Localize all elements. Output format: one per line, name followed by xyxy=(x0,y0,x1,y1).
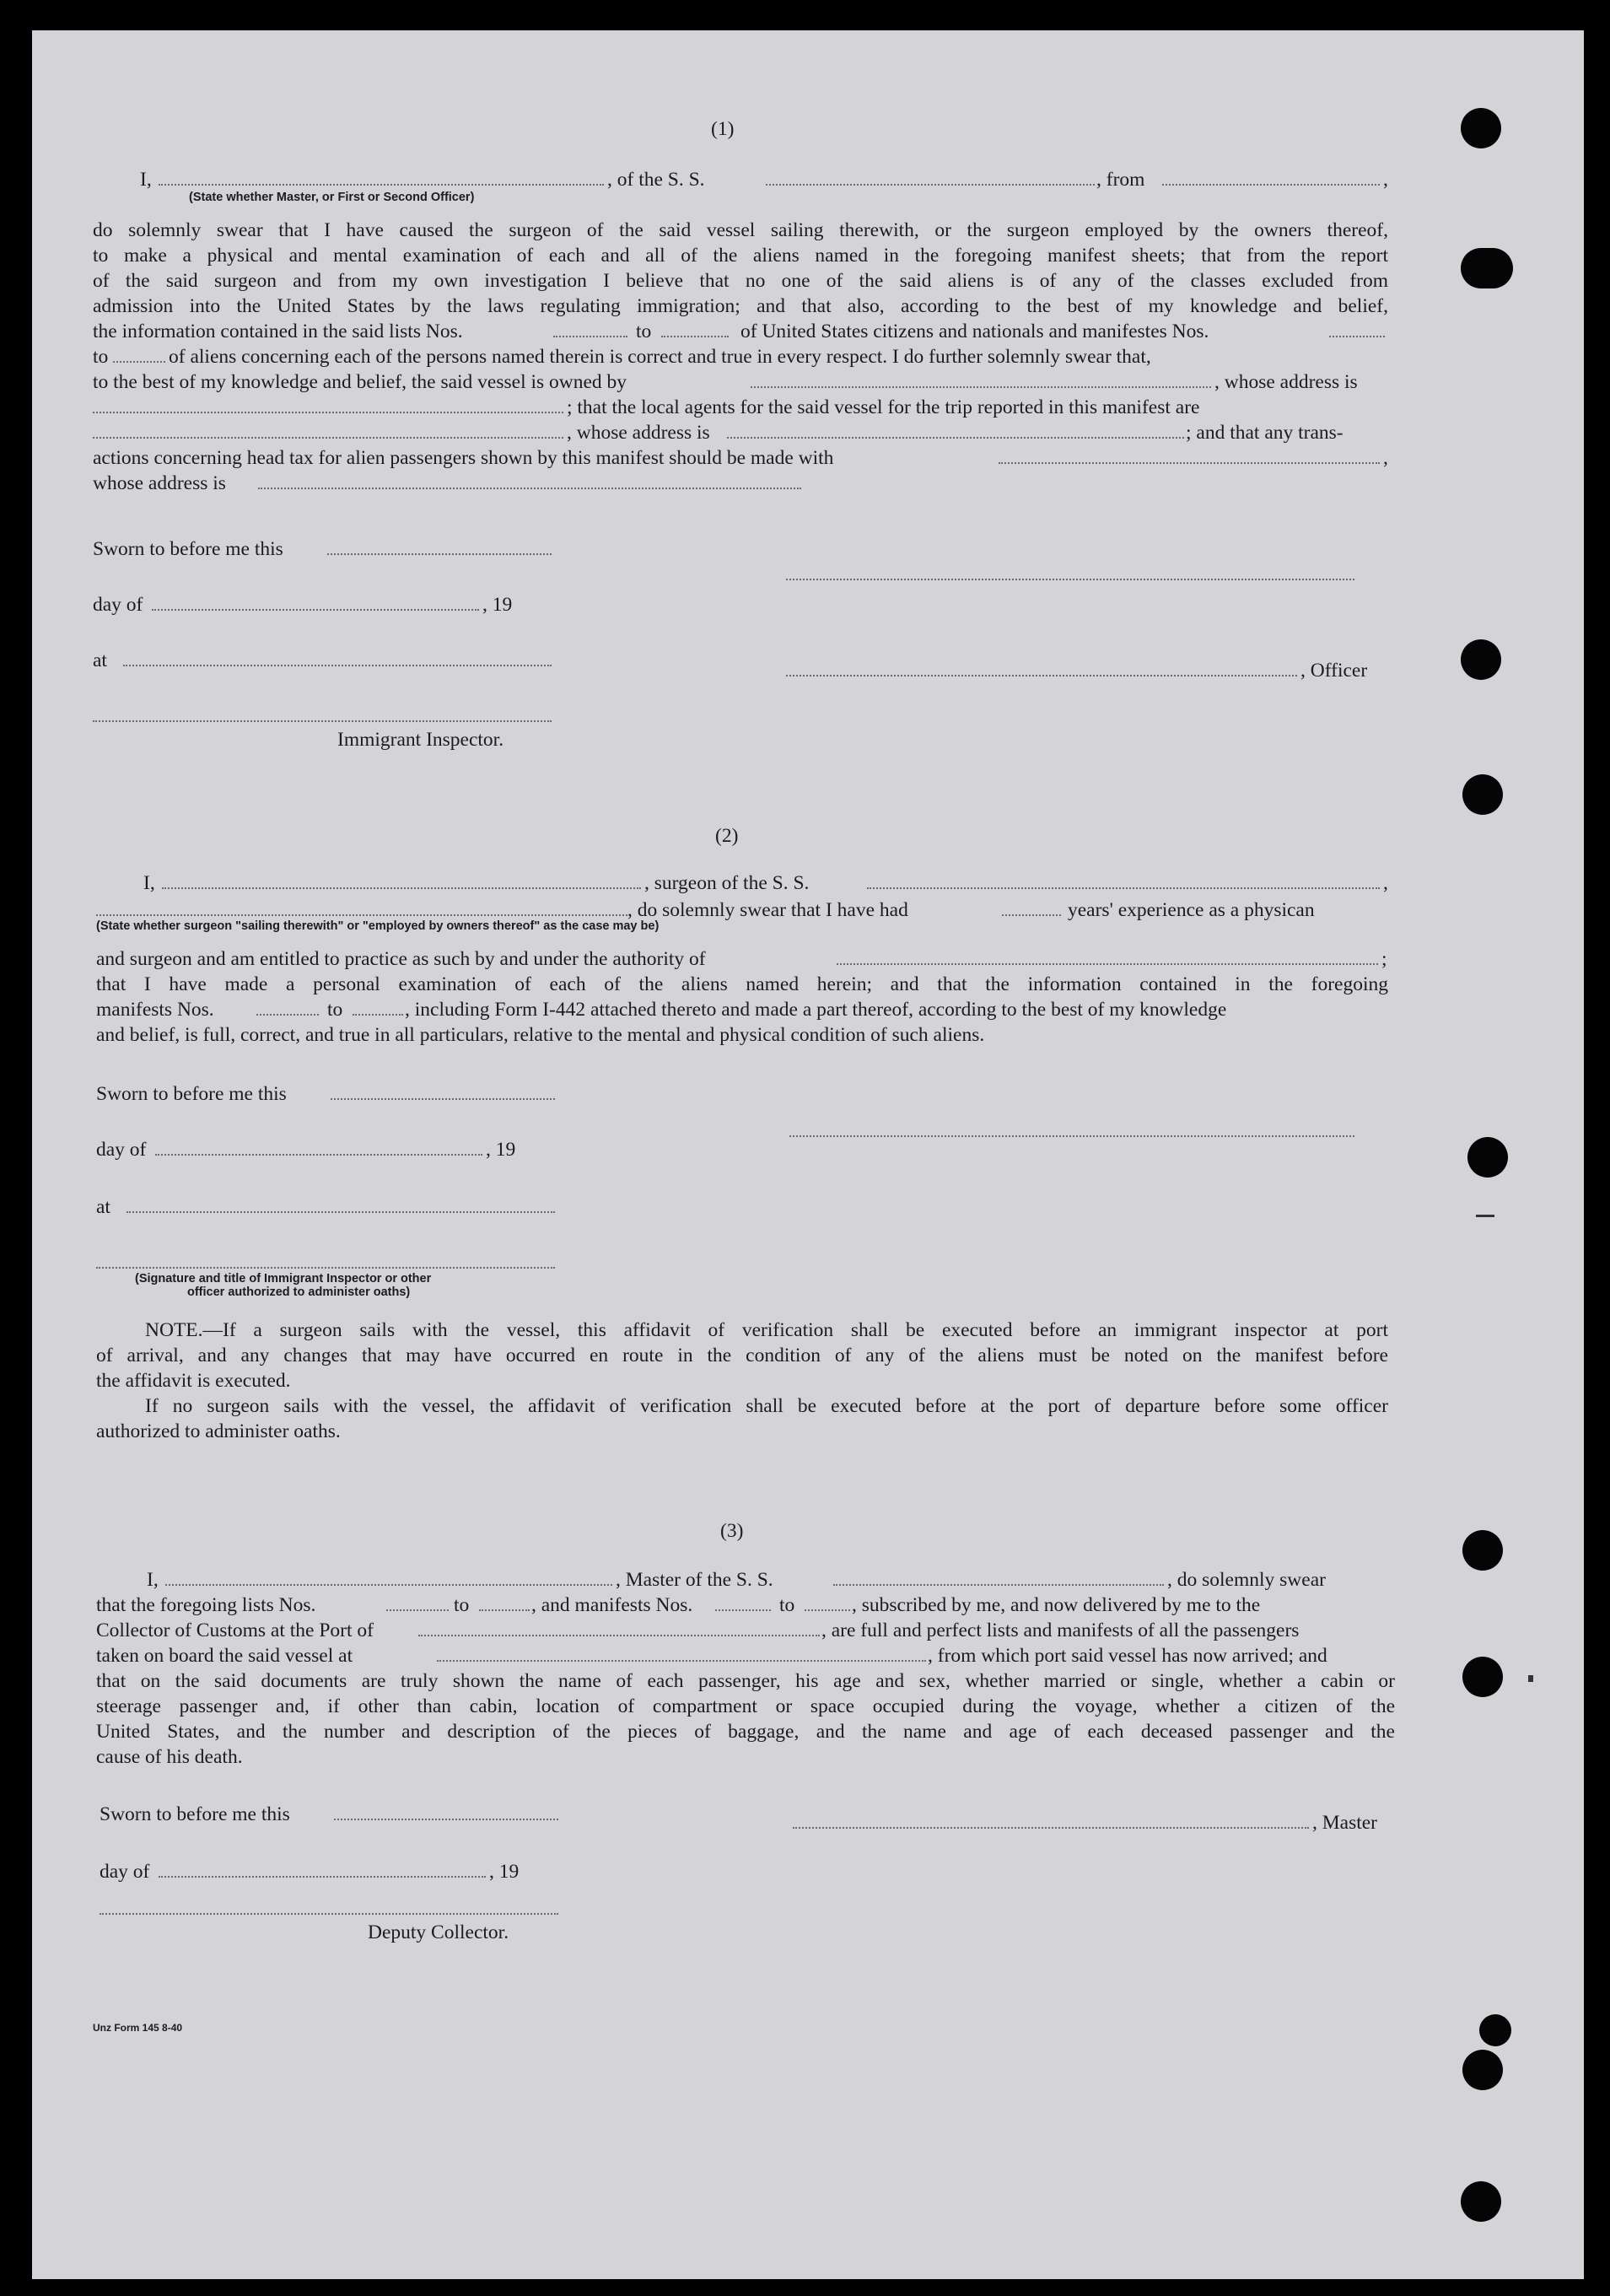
owner-address-field[interactable] xyxy=(93,412,563,413)
oath-text-fragment: , do solemnly swear that I have had xyxy=(627,899,908,921)
officer-title-field[interactable] xyxy=(786,675,1297,676)
collector-label: Deputy Collector. xyxy=(368,1921,509,1943)
oath-text-line: cause of his death. xyxy=(96,1746,243,1768)
note-text-line: authorized to administer oaths. xyxy=(96,1420,341,1442)
customs-port-field[interactable] xyxy=(418,1635,820,1636)
punch-hole xyxy=(1461,639,1501,680)
inspector-signature-field[interactable] xyxy=(93,720,552,722)
oath-text-fragment: of United States citizens and nationals and manifestes Nos. xyxy=(740,321,1209,342)
manifest-to-field[interactable] xyxy=(113,361,165,363)
year-label: , 19 xyxy=(489,1861,520,1883)
day-of-label: day of xyxy=(93,594,143,616)
oath-text-fragment: , including Form I-442 attached thereto and made a part thereof, according to the best of my knowledge xyxy=(405,999,1227,1021)
year-label: , 19 xyxy=(482,594,513,616)
section-3-heading: (3) xyxy=(720,1520,744,1542)
sworn-day-field[interactable] xyxy=(331,1098,555,1100)
master-label: , Master xyxy=(1312,1812,1378,1834)
surgeon-manifest-from-field[interactable] xyxy=(256,1014,319,1016)
section-1-heading: (1) xyxy=(711,118,735,140)
boarding-port-field[interactable] xyxy=(437,1660,926,1662)
oath-text-line: that I have made a personal examination of each of the aliens named herein; and that the information contained in the foregoing xyxy=(96,973,1388,995)
officer-rank-note: (State whether Master, or First or Second Officer) xyxy=(189,191,475,204)
at-label: at xyxy=(93,649,107,671)
oath-text-fragment: , do solemnly swear xyxy=(1167,1569,1326,1591)
from-label: , from xyxy=(1096,169,1145,191)
sworn-place-field[interactable] xyxy=(123,665,552,666)
sworn-day-field[interactable] xyxy=(334,1819,558,1820)
punch-hole xyxy=(1461,108,1501,148)
oath-text-fragment: whose address is xyxy=(93,472,226,494)
sworn-place-field[interactable] xyxy=(127,1211,555,1213)
oath-text-fragment: , are full and perfect lists and manifests of all the passengers xyxy=(821,1620,1300,1641)
section-2-heading: (2) xyxy=(715,825,739,847)
oath-text-fragment: actions concerning head tax for alien passengers shown by this manifest should be made with xyxy=(93,447,834,469)
oath-text-fragment: to xyxy=(327,999,343,1021)
sworn-label: Sworn to before me this xyxy=(96,1083,287,1105)
punch-hole xyxy=(1461,2181,1501,2222)
oath-text-line: steerage passenger and, if other than cabin, location of compartment or space occupied during the voyage, whether a citizen of the xyxy=(96,1695,1395,1717)
oath-text-line: and belief, is full, correct, and true in all particulars, relative to the mental and physical condition of such aliens. xyxy=(96,1024,985,1046)
manifest-affidavit-page xyxy=(32,30,1584,2279)
licensing-authority-field[interactable] xyxy=(837,963,1378,965)
oath-text-fragment: and surgeon and am entitled to practice as such by and under the authority of xyxy=(96,948,706,970)
collector-signature-field[interactable] xyxy=(100,1913,558,1915)
vessel-name-field[interactable] xyxy=(766,184,1095,186)
scan-mark xyxy=(1476,1215,1494,1217)
oath-text-fragment: to xyxy=(779,1594,795,1616)
oath-text-fragment: ; xyxy=(1381,948,1387,970)
oath-pronoun: I, xyxy=(140,169,152,191)
oath-text-line: admission into the United States by the laws regulating immigration; and that also, according to the best of my knowledge and belief, xyxy=(93,295,1388,317)
officer-signature-field[interactable] xyxy=(786,579,1354,580)
surgeon-of-label: , surgeon of the S. S. xyxy=(644,872,810,894)
note-text-line: If no surgeon sails with the vessel, the affidavit of verification shall be executed before at the port of departure before some officer xyxy=(145,1395,1388,1417)
punch-hole xyxy=(1462,2050,1503,2090)
oath-text-fragment: that the foregoing lists Nos. xyxy=(96,1594,316,1616)
manifest-from-field[interactable] xyxy=(1329,336,1385,337)
oath-text-fragment: to xyxy=(93,346,109,368)
form-number: Unz Form 145 8-40 xyxy=(93,2022,183,2034)
oath-text-fragment: ; and that any trans- xyxy=(1186,422,1343,444)
departure-port-field[interactable] xyxy=(1162,184,1380,186)
oath-text-line: of the said surgeon and from my own investigation I believe that no one of the said aliens is of any of the classes excluded from xyxy=(93,270,1388,292)
oath-text-fragment: , xyxy=(1383,447,1388,469)
punch-hole xyxy=(1462,1657,1503,1697)
oath-text-line: to make a physical and mental examination of each and all of the aliens named in the foregoing manifest sheets; that from the report xyxy=(93,245,1388,267)
oath-text-fragment: , whose address is xyxy=(1214,371,1358,393)
officer-name-field[interactable] xyxy=(159,184,604,186)
inspector-label: Immigrant Inspector. xyxy=(337,729,504,751)
oath-text-fragment: to the best of my knowledge and belief, the said vessel is owned by xyxy=(93,371,627,393)
oath-text-fragment: , xyxy=(1383,872,1388,894)
note-text-line: the affidavit is executed. xyxy=(96,1370,291,1392)
oath-text-line: do solemnly swear that I have caused the surgeon of the said vessel sailing therewith, or the surgeon employed by the owners thereof, xyxy=(93,219,1388,241)
day-of-label: day of xyxy=(100,1861,150,1883)
punch-hole xyxy=(1461,248,1513,288)
oath-text-fragment: Collector of Customs at the Port of xyxy=(96,1620,374,1641)
surgeon-status-note: (State whether surgeon "sailing therewith" or "employed by owners thereof" as the case may be) xyxy=(96,919,660,933)
surgeon-signature-field[interactable] xyxy=(789,1135,1354,1137)
note-text-line: of arrival, and any changes that may have occurred en route in the condition of any of the aliens must be noted on the manifest before xyxy=(96,1345,1388,1366)
oath-text-fragment: to xyxy=(636,321,652,342)
oath-text-line: United States, and the number and description of the pieces of baggage, and the name and age of each deceased passenger and the xyxy=(96,1721,1395,1743)
oath-pronoun: I, xyxy=(143,872,155,894)
administering-officer-signature-field[interactable] xyxy=(96,1267,555,1269)
oath-text-fragment: of aliens concerning each of the persons named therein is correct and true in every respect. I do further solemnly swear that, xyxy=(169,346,1151,368)
head-tax-contact-field[interactable] xyxy=(999,462,1380,464)
oath-text-fragment: the information contained in the said lists Nos. xyxy=(93,321,463,342)
master-list-from-field[interactable] xyxy=(386,1609,449,1611)
of-ss-label: , of the S. S. xyxy=(607,169,705,191)
master-signature-field[interactable] xyxy=(793,1827,1309,1829)
oath-text-fragment: , from which port said vessel has now arrived; and xyxy=(928,1645,1327,1667)
surgeon-status-field[interactable] xyxy=(96,914,627,916)
signature-note-line-1: (Signature and title of Immigrant Inspector or other xyxy=(135,1272,432,1285)
note-text-line: NOTE.—If a surgeon sails with the vessel, this affidavit of verification shall be executed before an immigrant inspector at port xyxy=(145,1319,1388,1341)
sworn-day-field[interactable] xyxy=(327,553,552,555)
citizen-list-from-field[interactable] xyxy=(553,336,627,337)
from-end-comma: , xyxy=(1383,169,1388,191)
master-manifest-from-field[interactable] xyxy=(715,1609,771,1611)
sworn-month-field[interactable] xyxy=(155,1154,482,1156)
oath-text-fragment: , and manifests Nos. xyxy=(531,1594,693,1616)
oath-text-fragment: , whose address is xyxy=(567,422,710,444)
officer-label: , Officer xyxy=(1300,660,1368,682)
surgeon-name-field[interactable] xyxy=(162,887,641,889)
oath-pronoun: I, xyxy=(147,1569,159,1591)
punch-hole xyxy=(1462,1530,1503,1571)
years-experience-field[interactable] xyxy=(1002,914,1061,916)
master-vessel-field[interactable] xyxy=(833,1584,1164,1586)
sworn-month-field[interactable] xyxy=(159,1876,486,1878)
day-of-label: day of xyxy=(96,1139,147,1161)
punch-hole xyxy=(1467,1137,1508,1178)
surgeon-manifest-to-field[interactable] xyxy=(353,1014,403,1016)
oath-text-fragment: manifests Nos. xyxy=(96,999,214,1021)
at-label: at xyxy=(96,1196,110,1218)
signature-note-line-2: officer authorized to administer oaths) xyxy=(187,1285,411,1299)
oath-text-fragment: taken on board the said vessel at xyxy=(96,1645,353,1667)
oath-text-fragment: , subscribed by me, and now delivered by me to the xyxy=(852,1594,1261,1616)
sworn-label: Sworn to before me this xyxy=(93,538,283,560)
master-list-to-field[interactable] xyxy=(479,1609,530,1611)
sworn-label: Sworn to before me this xyxy=(100,1803,290,1825)
agent-address-field[interactable] xyxy=(727,437,1184,439)
oath-text-fragment: ; that the local agents for the said vessel for the trip reported in this manifest are xyxy=(567,396,1200,418)
surgeon-vessel-field[interactable] xyxy=(867,887,1380,889)
punch-hole xyxy=(1479,2014,1511,2046)
vessel-owner-field[interactable] xyxy=(751,386,1211,388)
citizen-list-to-field[interactable] xyxy=(661,336,729,337)
head-tax-address-field[interactable] xyxy=(258,488,801,489)
year-label: , 19 xyxy=(486,1139,516,1161)
oath-text-fragment: to xyxy=(454,1594,470,1616)
oath-text-line: that on the said documents are truly shown the name of each passenger, his age and sex, whether married or single, whether a cabin or xyxy=(96,1670,1395,1692)
master-of-label: , Master of the S. S. xyxy=(616,1569,773,1591)
punch-hole xyxy=(1462,774,1503,815)
master-name-field[interactable] xyxy=(165,1584,612,1586)
sworn-month-field[interactable] xyxy=(152,609,479,611)
scan-mark xyxy=(1528,1675,1533,1682)
local-agents-field[interactable] xyxy=(93,437,563,439)
master-manifest-to-field[interactable] xyxy=(805,1609,850,1611)
oath-text-fragment: years' experience as a physican xyxy=(1068,899,1315,921)
